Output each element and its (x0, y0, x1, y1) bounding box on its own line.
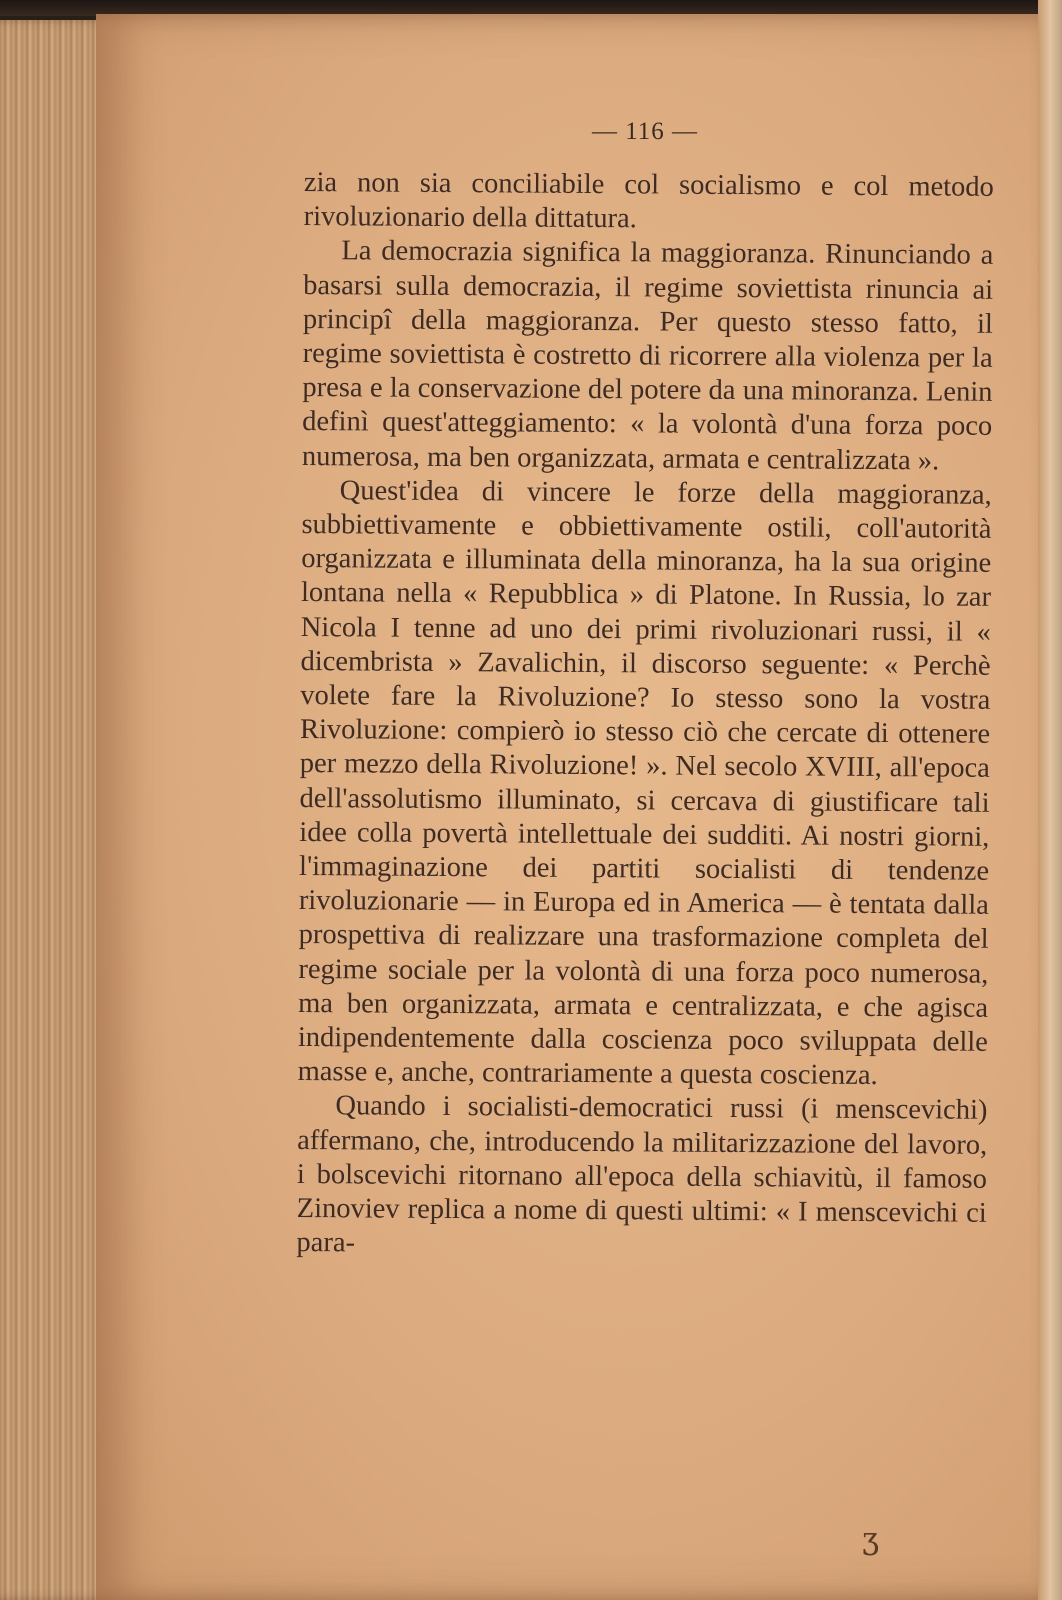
page-body-text (296, 166, 994, 1265)
page-number: — 116 — (591, 118, 699, 145)
paragraph-1: zia non sia conciliabile col socialismo e col metodo rivoluzionario della dittatura. (303, 166, 994, 235)
paragraph-3: Quest'idea di vincere le forze della maggioranza, subbiettivamente e obbiettivamente ostili, coll'autorità organizzata e illuminata della minoranza, ha la sua origine lontana nella « Repubblica » di Platone. In Russia, lo zar Nicola I tenne ad uno dei primi rivoluzionari russi, il « dicembrista » Zavalichin, il discorso seguente: « Perchè volete fare la Rivoluzione? Io stesso sono la vostra Rivoluzione: compierò io stesso ciò che cercate di ottenere per mezzo della Rivoluzione! ». Nel secolo XVIII, all'epoca dell'assolutismo illuminato, si cercava di giustificare tali idee colla povertà intellettuale dei sudditi. Ai nostri giorni, l'immaginazione dei partiti socialisti di tendenze rivoluzionarie — in Europa ed in America — è tentata dalla prospettiva di realizzare una trasformazione completa del regime sociale per la volontà di una forza poco numerosa, ma ben organizzata, armata e centralizzata, e che agisca indipendentemente dalla coscienza poco sviluppata delle masse e, anche, contrariamente a questa coscienza. (297, 475, 992, 1092)
paragraph-2: La democrazia significa la maggioranza. Rinunciando a basarsi sulla democrazia, il regime soviettista rinuncia ai principî della maggioranza. Per questo stesso fatto, il regime soviettista è costretto di ricorrere alla violenza per la presa e la conservazione del potere da una minoranza. Lenin definì quest'atteggiamento: « la volontà d'una forza poco numerosa, ma ben organizzata, armata e centralizzata ». (301, 235, 994, 477)
right-page-edge (1038, 0, 1062, 1600)
bottom-ink-mark: ʒ (862, 1522, 879, 1557)
paragraph-4: Quando i socialisti-democratici russi (i menscevichi) affermano, che, introducendo la militarizzazione del lavoro, i bolscevichi ritornano all'epoca della schiavitù, il famoso Zinoviev replica a nome di questi ultimi: « I menscevichi ci para- (296, 1090, 988, 1259)
